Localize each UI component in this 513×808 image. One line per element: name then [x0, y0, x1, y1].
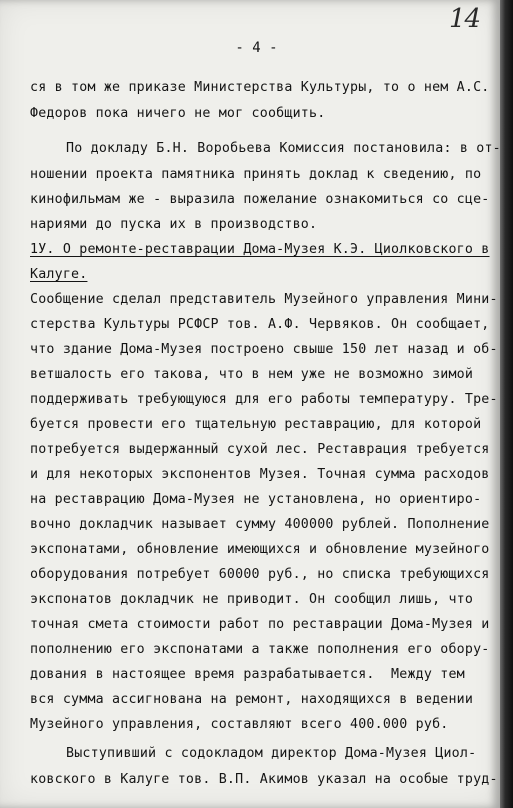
text-line: поддерживать требующуюся для его работы температуру. Тре-	[30, 392, 498, 407]
archive-folio-number: 14	[449, 4, 481, 34]
text-line: вся сумма ассигнована на ремонт, находящихся в ведении	[30, 692, 474, 707]
text-line: потребуется выдержанный сухой лес. Реставрация требуется	[30, 442, 490, 457]
text-line: пополнению его экспонатами а также пополнения его обору-	[30, 642, 490, 657]
page-number: - 4 -	[235, 40, 278, 56]
text-line: Сообщение сделал представитель Музейного управления Мини-	[30, 292, 498, 307]
text-line: дования в настоящее время разрабатывается. Между тем	[30, 667, 465, 682]
text-line: ковского в Калуге тов. В.П. Акимов указал на особые труд-	[30, 772, 498, 787]
text-line: По докладу Б.Н. Воробьева Комиссия постановила: в от-	[66, 141, 501, 156]
text-line: на реставрацию Дома-Музея не установлена, но ориентиро-	[30, 492, 482, 507]
text-line: Музейного управления, составляют всего 400.000 руб.	[30, 717, 449, 732]
page-edge-shadow	[500, 0, 513, 808]
text-line: оборудования потребует 60000 руб., но списка требующихся	[30, 567, 490, 582]
text-line: нариями до пуска их в производство.	[30, 217, 318, 232]
text-line: и для некоторых экспонентов Музея. Точная сумма расходов	[30, 467, 490, 482]
text-line: ся в том же приказе Министерства Культуры, то о нем А.С.	[30, 80, 490, 95]
text-line: буется провести его тщательную реставрацию, для которой	[30, 417, 482, 432]
text-line: ношении проекта памятника принять доклад к сведению, по	[30, 167, 482, 182]
text-line: Выступивший с содокладом директор Дома-Музея Циол-	[66, 746, 477, 761]
text-line: что здание Дома-Музея построено свыше 150 лет назад и об-	[30, 342, 498, 357]
text-line: ветшалость его такова, что в нем уже не возможно зимой	[30, 367, 474, 382]
section-heading: 1У. О ремонте-реставрации Дома-Музея К.Э. Циолковского в	[30, 242, 490, 257]
text-line: точная смета стоимости работ по реставрации Дома-Музея и	[30, 617, 490, 632]
text-line: стерства Культуры РСФСР тов. А.Ф. Червяков. Он сообщает,	[30, 317, 490, 332]
text-line: Федоров пока ничего не мог сообщить.	[30, 106, 326, 121]
text-line: вочно докладчик называет сумму 400000 рублей. Пополнение	[30, 517, 490, 532]
section-heading: Калуге.	[30, 267, 88, 282]
text-line: кинофильмам же - выразила пожелание ознакомиться со сце-	[30, 192, 490, 207]
text-line: экспонатами, обновление имеющихся и обновление музейного	[30, 542, 490, 557]
text-line: экспонатов докладчик не приводит. Он сообщил лишь, что	[30, 592, 474, 607]
